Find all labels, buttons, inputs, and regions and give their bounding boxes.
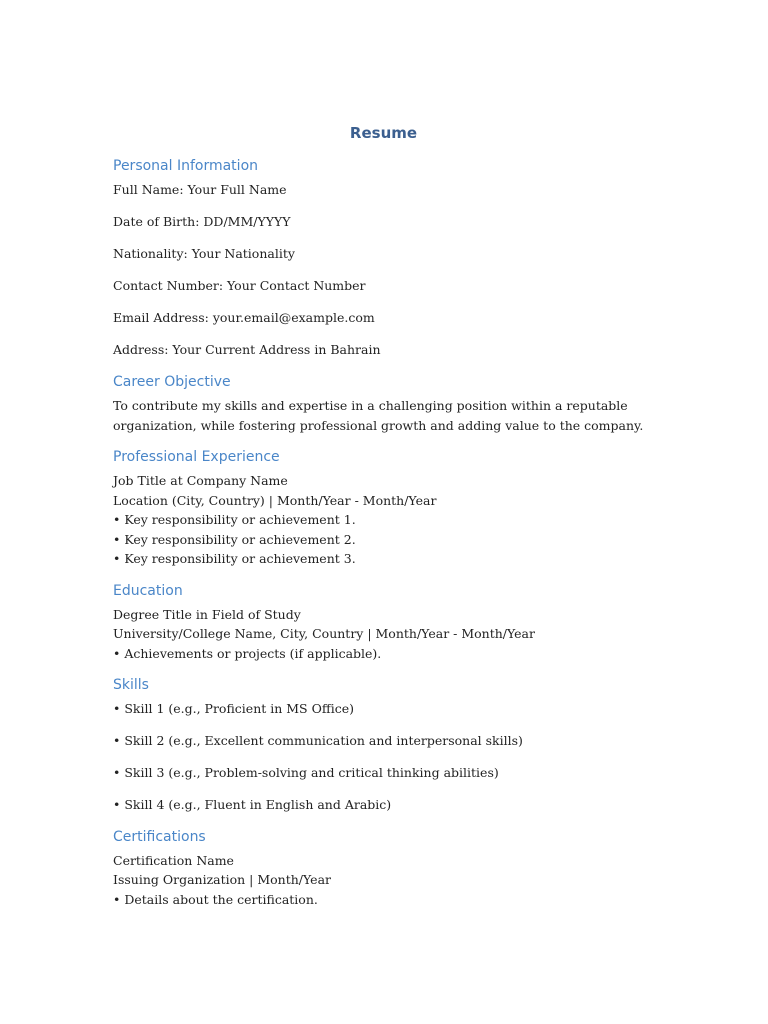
nationality-line: Nationality: Your Nationality xyxy=(113,246,295,261)
professional-experience-heading: Professional Experience xyxy=(113,449,280,465)
education-section xyxy=(113,581,658,664)
address-line: Address: Your Current Address in Bahrain xyxy=(113,342,381,357)
date-of-birth-line: Date of Birth: DD/MM/YYYY xyxy=(113,214,291,229)
career-objective-section xyxy=(113,372,658,435)
issuing-organization-line: Issuing Organization | Month/Year xyxy=(113,872,332,887)
professional-experience-section xyxy=(113,447,658,569)
personal-information-heading: Personal Information xyxy=(113,158,259,174)
certifications-section xyxy=(113,827,658,910)
skill-item: • Skill 4 (e.g., Fluent in English and Arabic) xyxy=(113,797,392,812)
email-address-line: Email Address: your.email@example.com xyxy=(113,310,375,325)
responsibility-item: • Key responsibility or achievement 3. xyxy=(113,551,356,566)
skills-heading: Skills xyxy=(113,677,149,693)
education-achievement-item: • Achievements or projects (if applicable). xyxy=(113,645,382,661)
resume-content xyxy=(113,124,658,909)
career-objective-line: To contribute my skills and expertise in a challenging position within a reputable xyxy=(113,398,628,413)
personal-information-section xyxy=(113,156,658,360)
full-name-line: Full Name: Your Full Name xyxy=(113,182,287,197)
university-line: University/College Name, City, Country | Month/Year - Month/Year xyxy=(113,626,535,641)
certification-name-line: Certification Name xyxy=(113,852,234,868)
document-title: Resume xyxy=(349,124,418,142)
job-location-line: Location (City, Country) | Month/Year - Month/Year xyxy=(113,492,437,508)
certification-details-item: • Details about the certification. xyxy=(113,891,318,907)
certifications-heading: Certifications xyxy=(113,828,206,845)
career-objective-line: organization, while fostering professional growth and adding value to the company. xyxy=(113,417,644,433)
job-title-line: Job Title at Company Name xyxy=(113,473,288,488)
degree-title-line: Degree Title in Field of Study xyxy=(113,606,301,622)
responsibility-item: • Key responsibility or achievement 1. xyxy=(113,512,356,527)
career-objective-heading: Career Objective xyxy=(113,374,231,390)
contact-number-line: Contact Number: Your Contact Number xyxy=(113,278,366,293)
skill-item: • Skill 1 (e.g., Proficient in MS Office) xyxy=(113,701,354,716)
skill-item: • Skill 3 (e.g., Problem-solving and critical thinking abilities) xyxy=(113,765,499,780)
skill-item: • Skill 2 (e.g., Excellent communication and interpersonal skills) xyxy=(113,733,523,748)
education-heading: Education xyxy=(113,582,183,599)
responsibility-item: • Key responsibility or achievement 2. xyxy=(113,531,356,547)
skills-section xyxy=(113,675,658,815)
